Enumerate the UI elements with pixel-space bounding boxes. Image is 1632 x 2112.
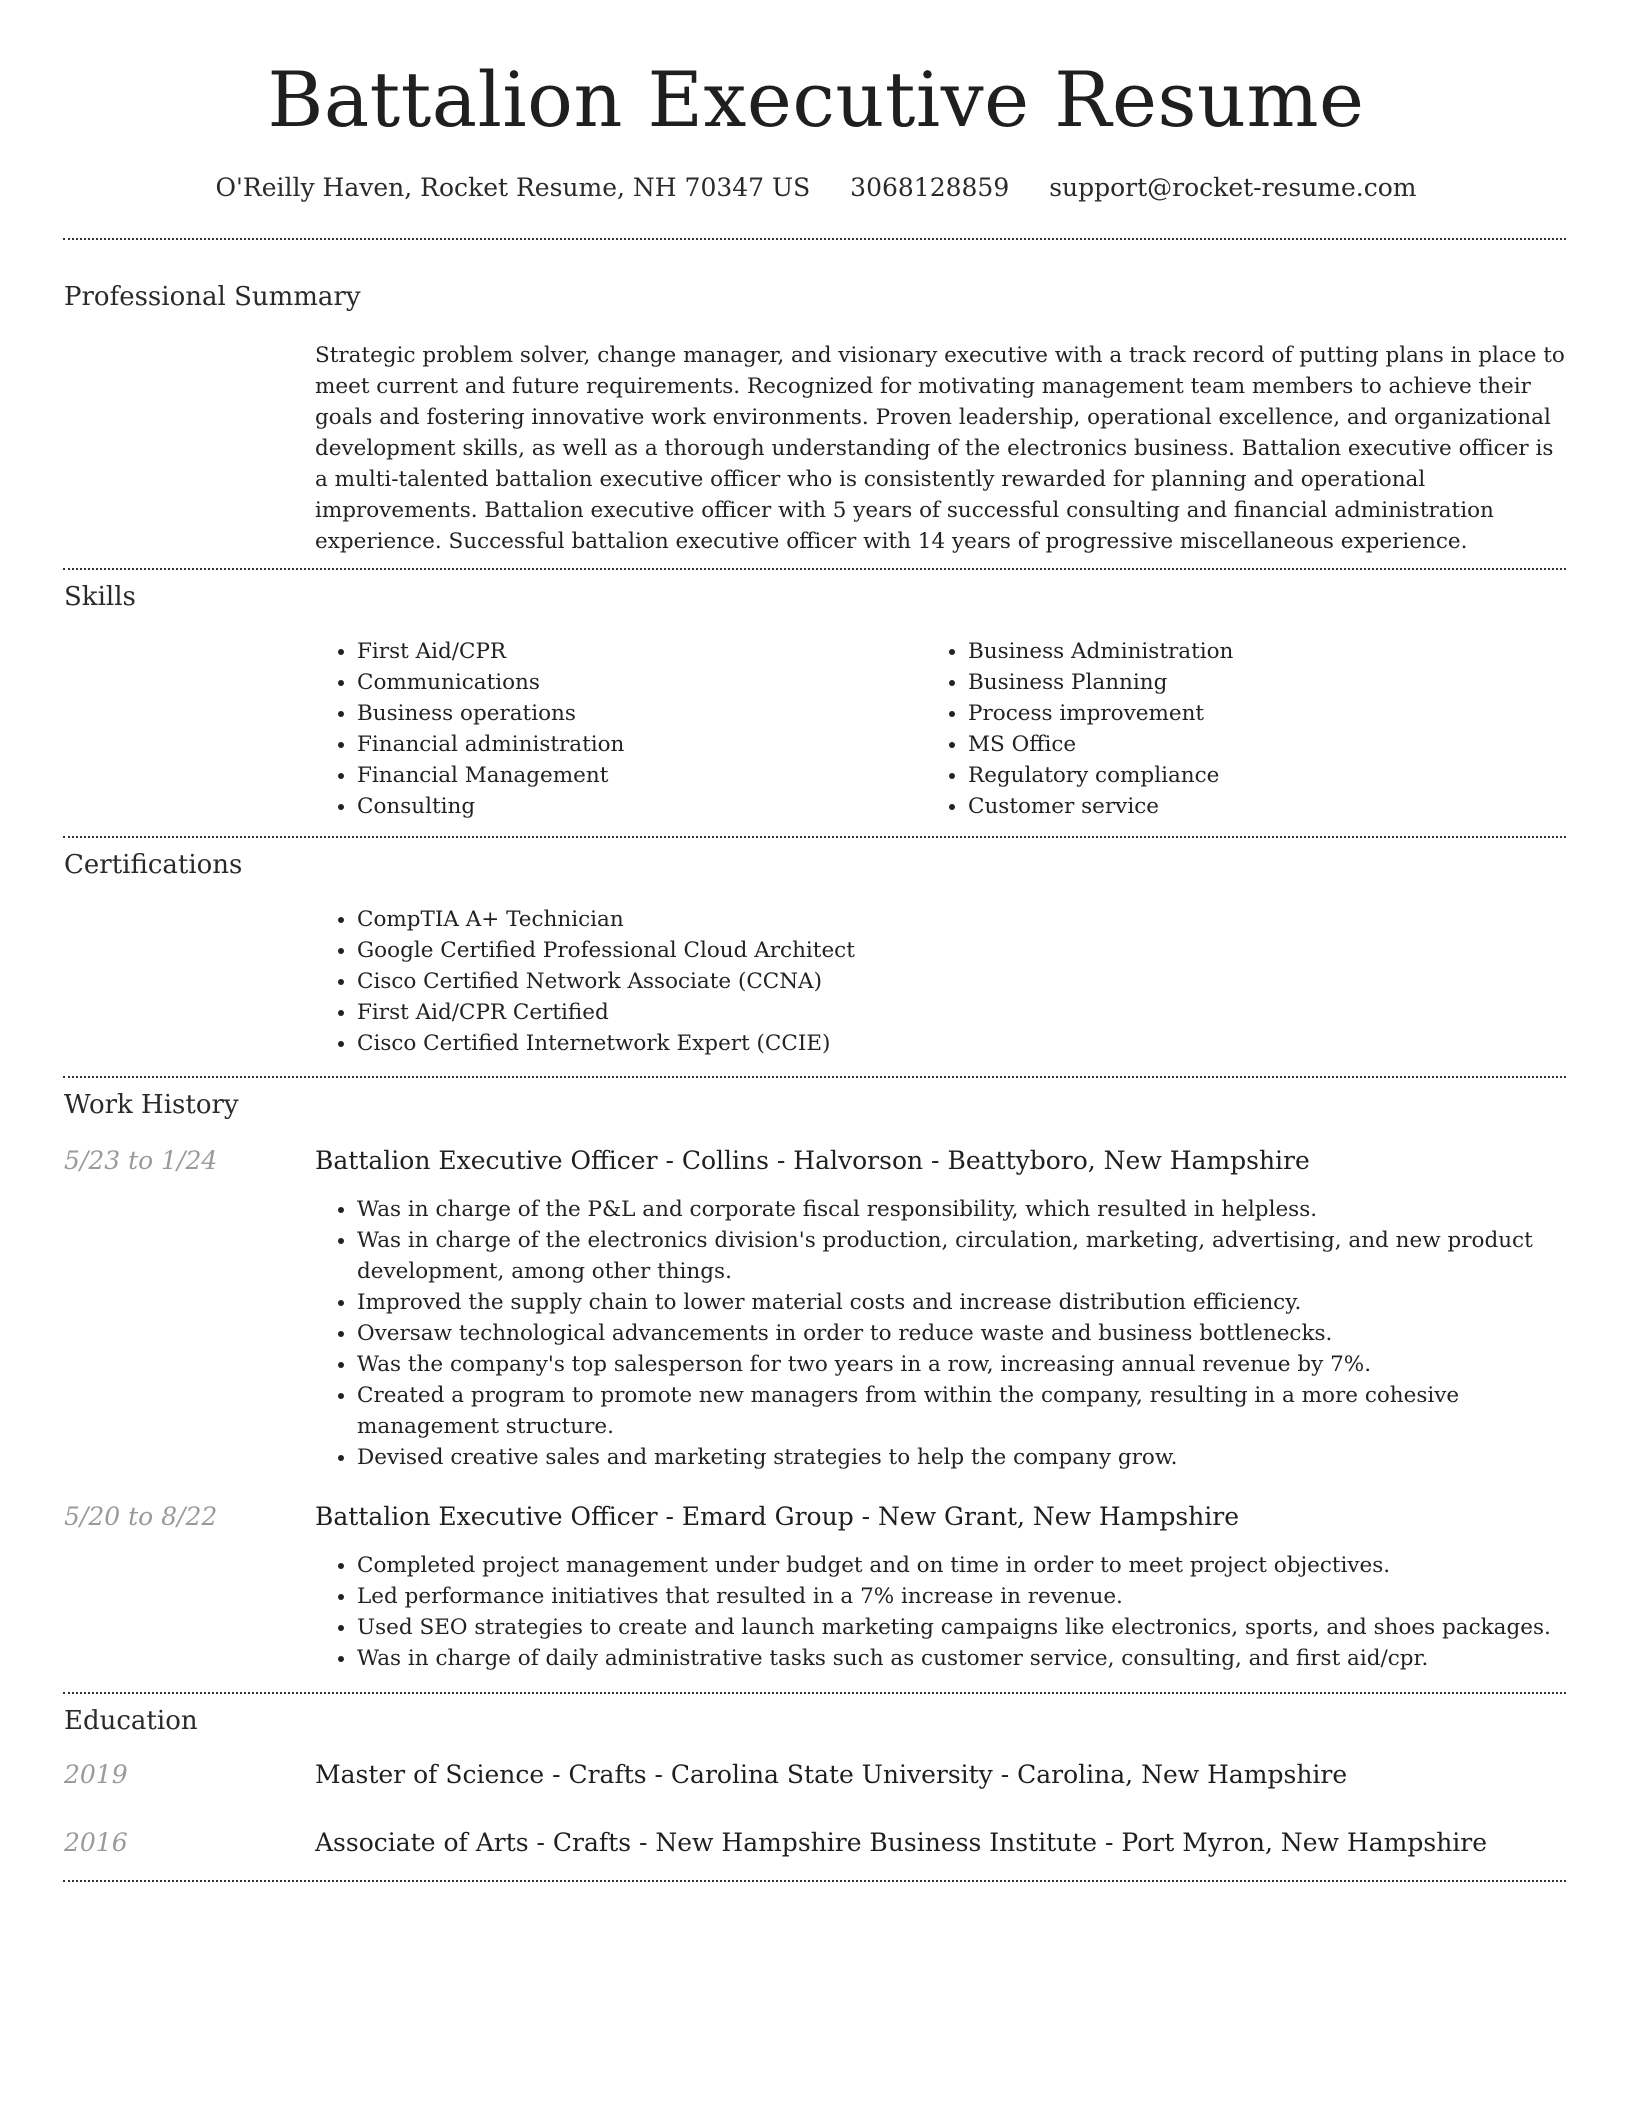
resume-title: Battalion Executive Resume — [267, 55, 1365, 144]
certification-item: • First Aid/CPR Certified — [357, 997, 1557, 1028]
skill-item: • Process improvement — [968, 698, 1568, 729]
skill-item: • Communications — [357, 667, 917, 698]
education-detail: Master of Science - Crafts - Carolina State University - Carolina, New Hampshire — [315, 1760, 1348, 1789]
job-bullet: • Was in charge of daily administrative tasks such as customer service, consulting, and first aid/cpr. — [357, 1643, 1567, 1674]
skill-item: • Business operations — [357, 698, 917, 729]
section-divider — [63, 1692, 1566, 1694]
job-bullet: • Was the company's top salesperson for two years in a row, increasing annual revenue by 7%. — [357, 1349, 1567, 1380]
certification-item: • Cisco Certified Internetwork Expert (CCIE) — [357, 1028, 1557, 1059]
summary-heading: Professional Summary — [64, 282, 361, 312]
job-bullet: • Was in charge of the electronics division's production, circulation, marketing, advertising, and new product development, among other things. — [357, 1225, 1567, 1287]
skill-item: • Business Planning — [968, 667, 1568, 698]
section-divider — [63, 1880, 1566, 1882]
job-dates: 5/20 to 8/22 — [64, 1502, 218, 1531]
work-history-heading: Work History — [64, 1090, 239, 1120]
job-bullet: • Oversaw technological advancements in order to reduce waste and business bottlenecks. — [357, 1318, 1567, 1349]
education-detail: Associate of Arts - Crafts - New Hampshire Business Institute - Port Myron, New Hampshire — [315, 1828, 1488, 1857]
skills-list-right — [924, 636, 1568, 822]
skill-item: • Regulatory compliance — [968, 760, 1568, 791]
job-bullets — [313, 1550, 1567, 1674]
job-bullet: • Improved the supply chain to lower material costs and increase distribution efficiency. — [357, 1287, 1567, 1318]
certification-item: • Cisco Certified Network Associate (CCNA) — [357, 966, 1557, 997]
certification-item: • Google Certified Professional Cloud Architect — [357, 935, 1557, 966]
job-bullets — [313, 1194, 1567, 1473]
contact-info — [0, 168, 1632, 208]
job-title: Battalion Executive Officer - Emard Group - New Grant, New Hampshire — [315, 1502, 1240, 1531]
section-divider — [63, 836, 1566, 838]
contact-address: O'Reilly Haven, Rocket Resume, NH 70347 US — [215, 173, 811, 202]
education-heading: Education — [64, 1706, 198, 1736]
job-bullet: • Completed project management under budget and on time in order to meet project objectives. — [357, 1550, 1567, 1581]
skill-item: • Business Administration — [968, 636, 1568, 667]
section-divider — [63, 1076, 1566, 1078]
job-bullet: • Created a program to promote new managers from within the company, resulting in a more cohesive management structure. — [357, 1380, 1567, 1442]
job-bullet: • Was in charge of the P&L and corporate fiscal responsibility, which resulted in helpless. — [357, 1194, 1567, 1225]
certifications-list — [313, 904, 1557, 1059]
education-year: 2019 — [64, 1760, 128, 1789]
summary-text: Strategic problem solver, change manager, and visionary executive with a track record of putting plans in place to meet current and future requirements. Recognized for motivating management team members to achieve their goals and fostering innovative work environments. Proven leadership, operational excellence, and organizational development skills, as well as a thorough understanding of the electronics business. Battalion executive officer is a multi-talented battalion executive officer who is consistently rewarded for planning and operational improvements. Battalion executive officer with 5 years of successful consulting and financial administration experience. Successful battalion executive officer with 14 years of progressive miscellaneous experience. — [315, 343, 1565, 554]
skill-item: • First Aid/CPR — [357, 636, 917, 667]
skill-item: • MS Office — [968, 729, 1568, 760]
job-bullet: • Devised creative sales and marketing strategies to help the company grow. — [357, 1442, 1567, 1473]
skill-item: • Financial administration — [357, 729, 917, 760]
skill-item: • Customer service — [968, 791, 1568, 822]
contact-email: support@rocket-resume.com — [1049, 173, 1417, 202]
job-bullet: • Led performance initiatives that resulted in a 7% increase in revenue. — [357, 1581, 1567, 1612]
contact-phone: 3068128859 — [850, 173, 1010, 202]
certification-item: • CompTIA A+ Technician — [357, 904, 1557, 935]
job-bullet: • Used SEO strategies to create and launch marketing campaigns like electronics, sports, and shoes packages. — [357, 1612, 1567, 1643]
skills-list-left — [313, 636, 917, 822]
skill-item: • Financial Management — [357, 760, 917, 791]
section-divider — [63, 568, 1566, 570]
skill-item: • Consulting — [357, 791, 917, 822]
certifications-heading: Certifications — [64, 850, 243, 880]
section-divider — [63, 238, 1566, 240]
job-dates: 5/23 to 1/24 — [64, 1146, 218, 1175]
skills-heading: Skills — [64, 582, 136, 612]
job-title: Battalion Executive Officer - Collins - Halvorson - Beattyboro, New Hampshire — [315, 1146, 1310, 1175]
education-year: 2016 — [64, 1828, 128, 1857]
